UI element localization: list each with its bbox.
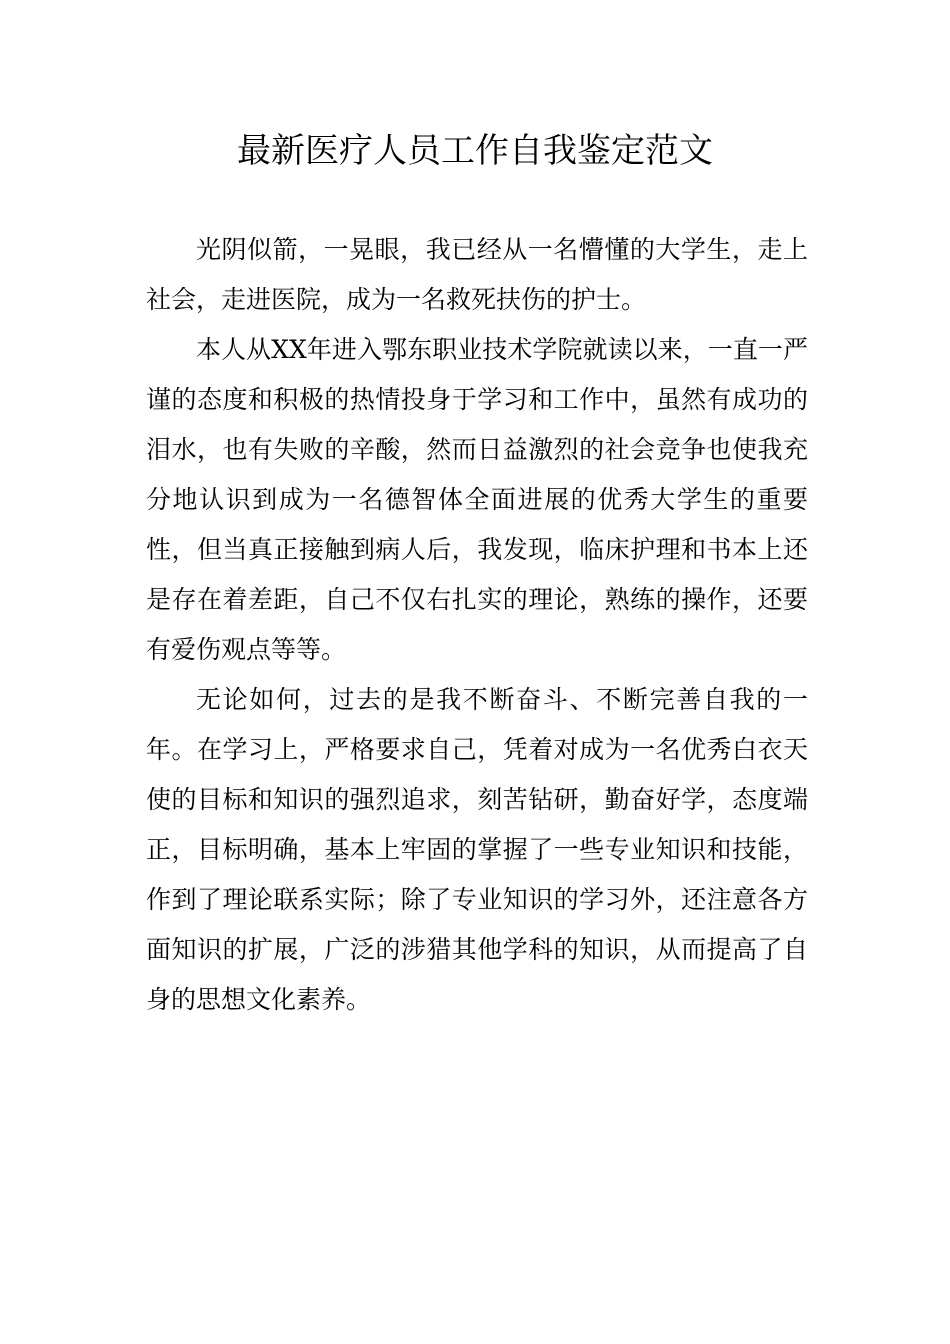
document-body bbox=[146, 225, 808, 1025]
paragraph-2: 本人从XX年进入鄂东职业技术学院就读以来，一直一严谨的态度和积极的热情投身于学习和工作中，虽然有成功的泪水，也有失败的辛酸，然而日益激烈的社会竞争也使我充分地认识到成为一名德智体全面进展的优秀大学生的重要性，但当真正接触到病人后，我发现，临床护理和书本上还是存在着差距，自己不仅右扎实的理论，熟练的操作，还要有爱伤观点等等。 bbox=[146, 335, 808, 664]
paragraph-1: 光阴似箭，一晃眼，我已经从一名懵懂的大学生，走上社会，走进医院，成为一名救死扶伤的护士。 bbox=[146, 235, 808, 314]
document-title: 最新医疗人员工作自我鉴定范文 bbox=[237, 131, 713, 171]
paragraph-3: 无论如何，过去的是我不断奋斗、不断完善自我的一年。在学习上，严格要求自己，凭着对成为一名优秀白衣天使的目标和知识的强烈追求，刻苦钻研，勤奋好学，态度端正，目标明确，基本上牢固的掌握了一些专业知识和技能，作到了理论联系实际；除了专业知识的学习外，还注意各方面知识的扩展，广泛的涉猎其他学科的知识，从而提高了自身的思想文化素养。 bbox=[146, 685, 808, 1014]
